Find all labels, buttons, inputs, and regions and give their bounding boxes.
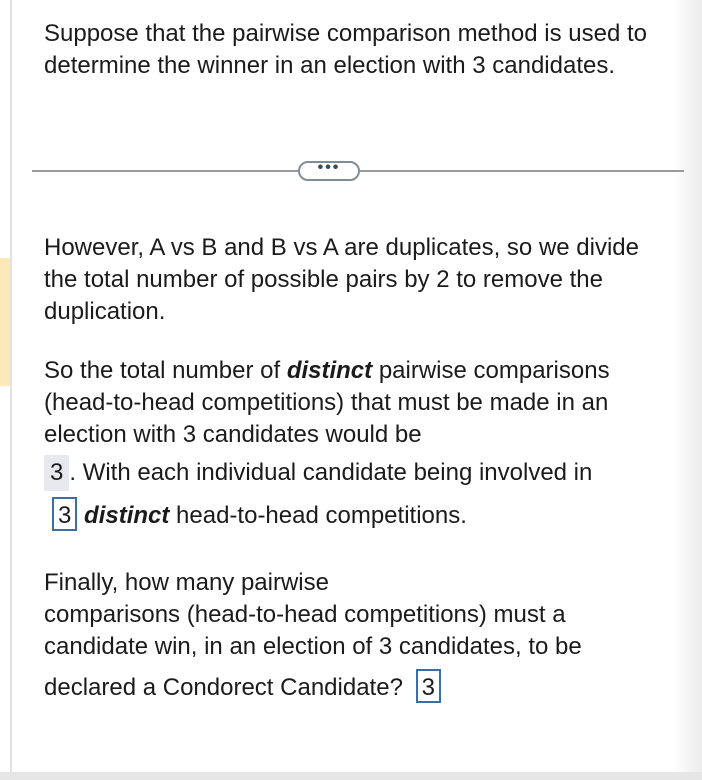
answer-field-condorcet-wins[interactable]: 3 <box>416 669 441 703</box>
ellipsis-icon: ••• <box>317 159 341 176</box>
distinct-comparisons-paragraph <box>44 355 674 532</box>
step-highlight-marker <box>0 258 10 386</box>
answer-line-1 <box>44 455 674 491</box>
para3-question-text: declared a Condorect Candidate? <box>44 674 403 701</box>
para2-text-3: . With each individual candidate being involved in <box>69 459 593 486</box>
distinct-emphasis-2: distinct <box>84 502 170 529</box>
intro-text: Suppose that the pairwise comparison method is used to determine the winner in an election with 3 candidates. <box>44 20 648 79</box>
para2-text-4: head-to-head competitions. <box>169 502 467 529</box>
right-scroll-shadow <box>672 0 702 780</box>
divider-left <box>32 170 298 172</box>
divider-right <box>360 170 684 172</box>
bottom-bar <box>0 772 702 780</box>
distinct-emphasis-1: distinct <box>286 357 373 384</box>
condorcet-question-paragraph <box>44 567 674 704</box>
answer-field-total-comparisons[interactable]: 3 <box>44 455 69 491</box>
expand-steps-button[interactable] <box>298 161 360 181</box>
answer-line-2 <box>44 497 674 532</box>
para2-text-1: So the total number of <box>44 357 287 384</box>
left-border <box>10 0 12 780</box>
para3-line-2: comparisons (head-to-head competitions) must a candidate win, in an election of 3 candidates, to be <box>44 601 582 660</box>
para2-text-2: pairwise comparisons (head-to-head competitions) that must be made in an election with 3 candidates would be <box>44 357 610 448</box>
para3-line-3 <box>44 669 674 704</box>
answer-field-per-candidate[interactable]: 3 <box>52 497 77 531</box>
para3-line-1: Finally, how many pairwise <box>44 569 329 596</box>
duplicate-explanation: However, A vs B and B vs A are duplicates, so we divide the total number of possible pairs by 2 to remove the duplication. <box>44 234 639 325</box>
